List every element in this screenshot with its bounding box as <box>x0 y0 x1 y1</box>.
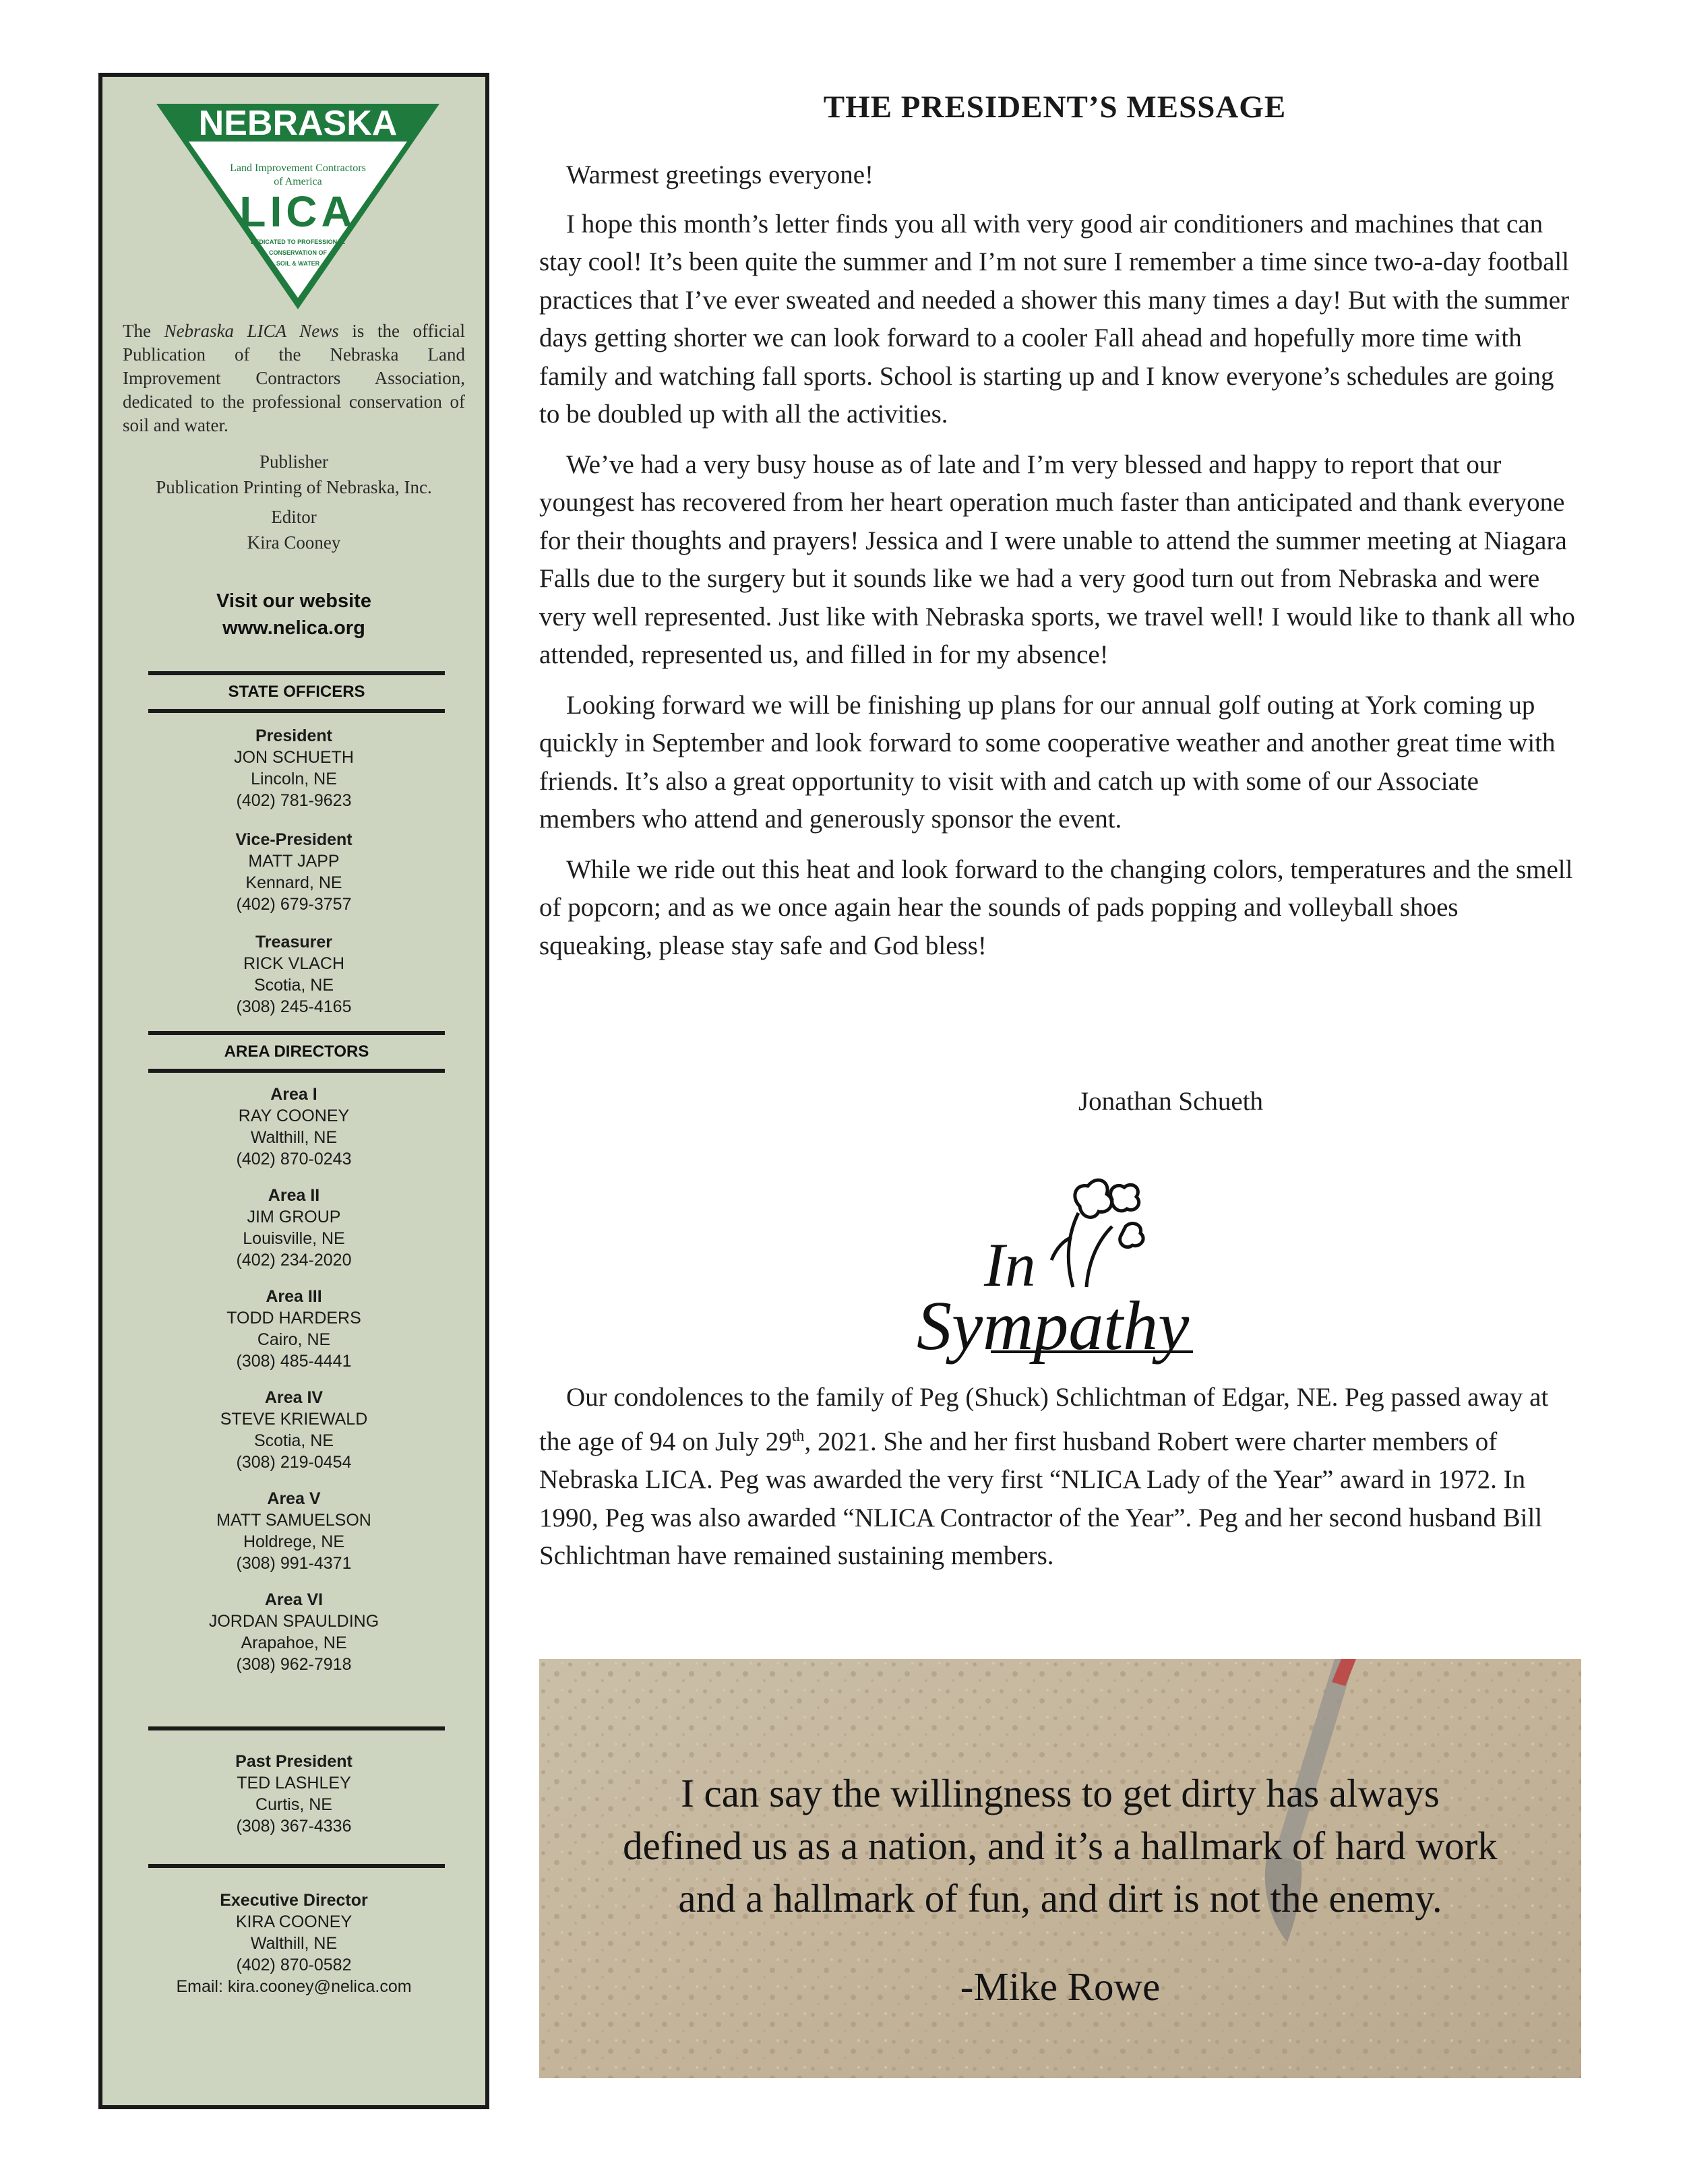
officer-name: RICK VLACH <box>243 954 345 973</box>
director-phone: (308) 219-0454 <box>236 1453 352 1472</box>
letter-greeting: Warmest greetings everyone! <box>566 160 874 189</box>
director-phone: (402) 870-0243 <box>236 1150 352 1168</box>
letter-paragraph-3: Looking forward we will be finishing up plans for our annual golf outing at York coming up quickly in September and look forward to some cooperative weather and another great time with friends. It’s also a great opportunity to visit with and catch up with some of our Associate members who attend and generously sponsor the event. <box>539 690 1556 834</box>
executive-director-city: Walthill, NE <box>250 1934 338 1953</box>
intro-publication-name: Nebraska LICA News <box>164 321 339 341</box>
officer-city: Kennard, NE <box>245 873 342 892</box>
director-name: JORDAN SPAULDING <box>208 1612 379 1631</box>
quote-text <box>539 1767 1581 1925</box>
director-city: Scotia, NE <box>253 1431 334 1450</box>
past-president-city: Curtis, NE <box>255 1795 332 1814</box>
letter-paragraph-1: I hope this month’s letter finds you all with very good air conditioners and machines that can stay cool! It’s been quite the summer and I’m not sure I remember a time since two-a-day football practices that I’ve ever sweated and needed a shower this many times a day! But with the summer days getting shorter we can look forward to a cooler Fall ahead and hopefully more time with family and watching fall sports. School is starting up and I know everyone’s schedules are going to be doubled up with all the activities. <box>539 209 1570 429</box>
sympathy-title-text: Sympathy <box>917 1287 1190 1365</box>
website-label: Visit our website <box>216 590 371 612</box>
officer-city: Scotia, NE <box>253 976 334 995</box>
officer-vice-president <box>109 829 479 915</box>
letter-paragraph-4: While we ride out this heat and look forward to the changing colors, temperatures and the smell of popcorn; and as we once again hear the sounds of pads popping and volleyball shoes squeaking, please stay safe and God bless! <box>539 854 1573 960</box>
executive-director-name: KIRA COONEY <box>235 1912 353 1931</box>
director-area-1 <box>109 1084 479 1170</box>
website-link[interactable]: www.nelica.org <box>222 617 365 639</box>
director-city: Louisville, NE <box>243 1229 345 1248</box>
director-area-3 <box>109 1286 479 1372</box>
director-name: MATT SAMUELSON <box>216 1511 371 1530</box>
director-phone: (402) 234-2020 <box>236 1251 352 1270</box>
logo-chapter-text: CHAPTER <box>273 145 323 156</box>
director-role: Area IV <box>264 1388 324 1407</box>
editor-label: Editor <box>271 507 317 527</box>
divider <box>148 1864 445 1868</box>
letter-signature: Jonathan Schueth <box>1078 1087 1264 1116</box>
director-area-5 <box>109 1488 479 1574</box>
past-president-name: TED LASHLEY <box>237 1774 351 1792</box>
editor-name: Kira Cooney <box>247 532 341 553</box>
letter-paragraph-2: We’ve had a very busy house as of late and I’m very blessed and happy to report that our youngest has recovered from her heart operation much faster than anticipated and thank everyone for their thoughts and prayers! Jessica and I were unable to attend the summer meeting at Niagara Falls due to the surgery but it sounds like we had a very good turn out from Nebraska and were very well represented. Just like with Nebraska sports, we travel well! I would like to thank all who attended, represented us, and filled in for my absence! <box>539 449 1575 669</box>
logo-lica-text: LICA <box>239 187 357 236</box>
executive-director-phone: (402) 870-0582 <box>236 1956 352 1974</box>
flower-icon <box>1051 1180 1143 1287</box>
director-name: STEVE KRIEWALD <box>220 1410 368 1429</box>
director-role: Area VI <box>264 1590 324 1609</box>
logo-assoc-line2: of America <box>274 176 322 187</box>
officer-city: Lincoln, NE <box>251 770 337 788</box>
executive-director-role: Executive Director <box>220 1891 368 1910</box>
condolence-paragraph <box>539 1379 1577 1575</box>
intro-text-pre: The <box>123 321 164 341</box>
quote-attribution: -Mike Rowe <box>960 1964 1161 2009</box>
past-president-block <box>109 1751 479 1837</box>
sidebar-panel <box>98 73 489 2109</box>
logo-tagline-1: DEDICATED TO PROFESSIONAL <box>250 239 346 245</box>
logo-assoc-line1: Land Improvement Contractors <box>230 162 366 174</box>
director-area-2 <box>109 1185 479 1271</box>
director-area-4 <box>109 1387 479 1473</box>
condolence-text-a: Our condolences to the family of Peg (Shuck) Schlichtman of Edgar, NE. Peg passed away at the age of 94 on July 29 <box>539 1383 1549 1456</box>
director-name: RAY COONEY <box>238 1106 350 1125</box>
executive-director-block <box>109 1890 479 1997</box>
director-phone: (308) 962-7918 <box>236 1655 352 1674</box>
director-role: Area II <box>268 1186 320 1205</box>
website-block <box>109 588 479 642</box>
director-city: Cairo, NE <box>257 1330 331 1349</box>
officer-name: JON SCHUETH <box>234 748 354 767</box>
director-phone: (308) 991-4371 <box>236 1554 352 1573</box>
quote-box <box>539 1659 1581 2078</box>
state-officers-heading: STATE OFFICERS <box>148 671 445 713</box>
director-role: Area V <box>267 1489 321 1508</box>
condolence-superscript: th <box>791 1427 805 1445</box>
officer-name: MATT JAPP <box>248 852 340 871</box>
director-area-6 <box>109 1589 479 1675</box>
publisher-label: Publisher <box>259 451 328 472</box>
director-role: Area III <box>266 1287 322 1306</box>
past-president-phone: (308) 367-4336 <box>236 1817 352 1836</box>
director-name: TODD HARDERS <box>226 1309 361 1328</box>
logo-tagline-3: SOIL & WATER <box>276 260 320 267</box>
presidents-letter <box>539 156 1577 977</box>
director-city: Walthill, NE <box>250 1128 338 1147</box>
quote-line-2: defined us as a nation, and it’s a hallmark of hard work <box>623 1823 1498 1868</box>
intro-text-post: is the official Publication of the Nebraska Land Improvement Contractors Association, dedicated to the professional conservation of soil and water. <box>123 321 465 435</box>
quote-line-1: I can say the willingness to get dirty has always <box>681 1771 1440 1815</box>
officer-treasurer <box>109 931 479 1018</box>
director-role: Area I <box>270 1085 317 1104</box>
publication-intro <box>123 319 465 437</box>
nebraska-lica-logo <box>150 97 446 313</box>
director-city: Holdrege, NE <box>243 1532 345 1551</box>
officer-phone: (402) 781-9623 <box>236 791 352 810</box>
past-president-role: Past President <box>235 1752 353 1771</box>
officer-phone: (308) 245-4165 <box>236 997 352 1016</box>
officer-role: Treasurer <box>255 933 332 951</box>
publisher-name: Publication Printing of Nebraska, Inc. <box>156 477 432 497</box>
director-name: JIM GROUP <box>247 1208 341 1226</box>
logo-tagline-2: CONSERVATION OF <box>268 249 328 256</box>
director-city: Arapahoe, NE <box>241 1633 347 1652</box>
logo-top-text: NEBRASKA <box>198 104 398 143</box>
director-phone: (308) 485-4441 <box>236 1352 352 1371</box>
officer-president <box>109 725 479 811</box>
area-directors-heading: AREA DIRECTORS <box>148 1031 445 1073</box>
executive-director-email[interactable]: Email: kira.cooney@nelica.com <box>176 1977 412 1996</box>
officer-phone: (402) 679-3757 <box>236 895 352 914</box>
condolence-text-b: , 2021. She and her first husband Robert were charter members of Nebraska LICA. Peg was awarded the very first “NLICA Lady of the Year” award in 1972. In 1990, Peg was also awarded “NLICA Contractor of the Year”. Peg and her second husband Bill Schlichtman have remained sustaining members. <box>539 1427 1543 1570</box>
officer-role: Vice-President <box>235 830 353 849</box>
officer-role: President <box>255 726 332 745</box>
divider <box>148 1726 445 1730</box>
sympathy-in-text: In <box>984 1230 1036 1299</box>
publisher-editor-block <box>109 449 479 555</box>
in-sympathy-graphic <box>896 1159 1220 1368</box>
quote-line-3: and a hallmark of fun, and dirt is not the enemy. <box>678 1876 1442 1921</box>
page-title: THE PRESIDENT’S MESSAGE <box>823 90 1287 125</box>
